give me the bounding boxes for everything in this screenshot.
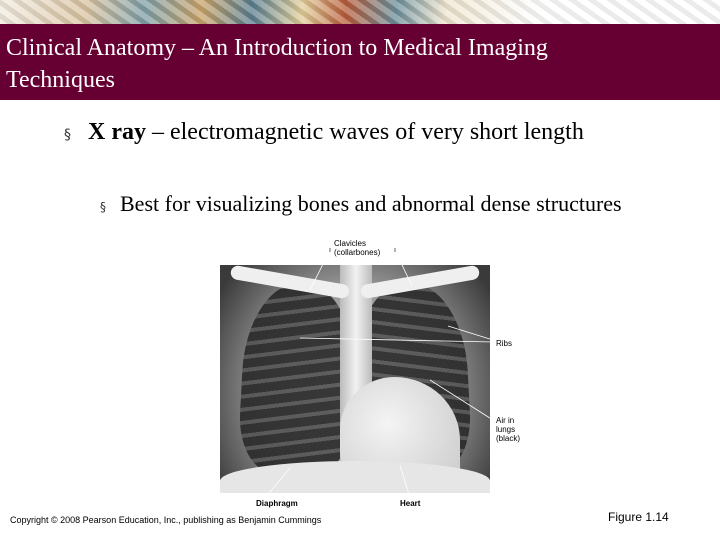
copyright-text: Copyright © 2008 Pearson Education, Inc., publishing as Benjamin Cummings xyxy=(10,515,322,525)
figure-number: Figure 1.14 xyxy=(608,510,669,524)
label-air-in-lungs: Air in lungs (black) xyxy=(496,416,521,443)
label-clavicles: Clavicles (collarbones) xyxy=(334,239,381,257)
bullet-1-term: X ray xyxy=(88,119,146,145)
decorative-banner xyxy=(0,0,720,26)
title-bar xyxy=(0,24,720,100)
sub-bullet-marker: § xyxy=(100,200,106,214)
bullet-1 xyxy=(64,116,624,148)
bullet-2-text: Best for visualizing bones and abnormal dense structures xyxy=(120,191,622,216)
bullet-1-text: – electromagnetic waves of very short length xyxy=(145,119,584,145)
label-ribs: Ribs xyxy=(496,339,513,348)
slide-title: Clinical Anatomy – An Introduction to Medical Imaging Techniques xyxy=(6,35,548,93)
label-heart: Heart xyxy=(400,499,421,508)
chest-xray-image xyxy=(220,265,490,493)
label-diaphragm: Diaphragm xyxy=(256,499,298,508)
bullet-2 xyxy=(100,188,630,219)
diaphragm-shadow xyxy=(220,461,490,493)
bullet-marker: § xyxy=(64,127,71,143)
